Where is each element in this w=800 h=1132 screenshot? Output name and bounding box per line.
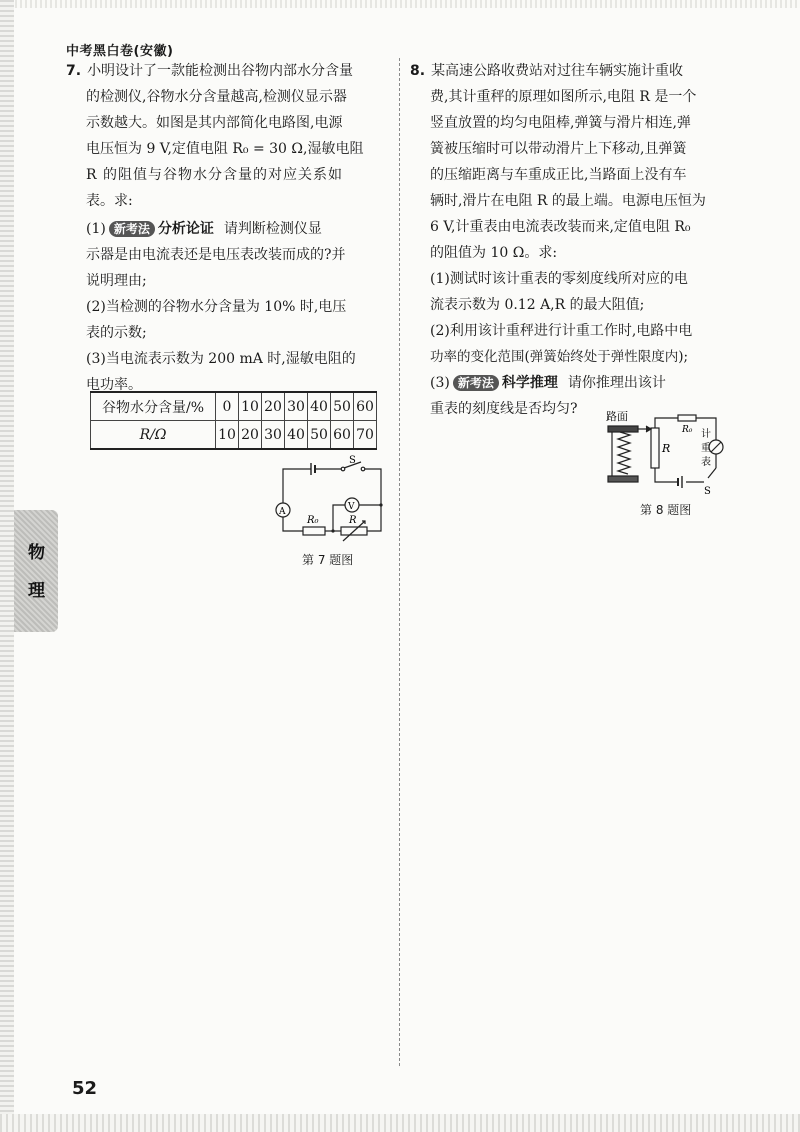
table-row — [91, 421, 377, 450]
scan-edge-left — [0, 0, 14, 1132]
table-row-header: R/Ω — [91, 421, 216, 450]
meter-label-3: 表 — [701, 457, 711, 468]
q7-figure-caption: 第 7 题图 — [302, 553, 354, 567]
q8-stem-line-5: 的压缩距离与车重成正比,当路面上没有车 — [430, 167, 687, 183]
question-8 — [410, 58, 740, 422]
table-cell: 60 — [354, 392, 377, 421]
q8-stem-line-3: 竖直放置的均匀电阻棒,弹簧与滑片相连,弹 — [430, 115, 691, 131]
table-cell: 30 — [262, 421, 285, 450]
scan-edge-top — [0, 0, 800, 8]
side-tab-char-2: 理 — [28, 581, 45, 601]
q8-part-2-line-1: (2)利用该计重秤进行计重工作时,电路中电 — [430, 323, 693, 339]
table-cell: 10 — [239, 392, 262, 421]
q8-label-R: R — [662, 442, 671, 455]
q8-weighing-diagram — [600, 406, 736, 498]
q7-stem-line-2: 的检测仪,谷物水分含量越高,检测仪显示器 — [86, 89, 347, 105]
q7-stem-line-1: 7. 小明设计了一款能检测出谷物内部水分含量 — [66, 63, 354, 79]
subject-side-tab — [14, 510, 58, 632]
new-exam-badge: 新考法 — [109, 221, 155, 237]
q8-stem-line-8: 的阻值为 10 Ω。求: — [430, 245, 558, 261]
scan-edge-bottom — [0, 1114, 800, 1132]
q7-part-3-line-1: (3)当电流表示数为 200 mA 时,湿敏电阻的 — [86, 351, 356, 367]
q7-number: 7. — [66, 63, 82, 79]
q8-label-R0: R₀ — [682, 425, 693, 435]
q8-part-1-line-2: 流表示数为 0.12 A,R 的最大阻值; — [430, 297, 645, 313]
table-cell: 40 — [308, 392, 331, 421]
question-7 — [66, 58, 388, 398]
q7-stem-line-3: 示数越大。如图是其内部简化电路图,电源 — [86, 115, 343, 131]
table-cell: 10 — [216, 421, 239, 450]
q7-data-table — [90, 391, 377, 450]
q8-part-1-line-1: (1)测试时该计重表的零刻度线所对应的电 — [430, 271, 688, 287]
q7-part-1-line-2: 示器是由电流表还是电压表改装而成的?并 — [86, 247, 346, 263]
voltmeter-label: V — [348, 502, 355, 512]
ammeter-label: A — [279, 507, 286, 517]
q8-stem-line-4: 簧被压缩时可以带动滑片上下移动,且弹簧 — [430, 141, 687, 157]
q7-part-2-line-1: (2)当检测的谷物水分含量为 10% 时,电压 — [86, 299, 347, 315]
q8-stem-line-6: 辆时,滑片在电阻 R 的最上端。电源电压恒为 — [430, 193, 706, 209]
q7-label-R: R — [349, 515, 357, 526]
table-cell: 50 — [308, 421, 331, 450]
road-label: 路面 — [606, 410, 628, 423]
q7-stem-line-5: R 的阻值与谷物水分含量的对应关系如 — [86, 167, 343, 183]
q8-stem-line-2: 费,其计重秤的原理如图所示,电阻 R 是一个 — [430, 89, 697, 105]
q7-stem-line-4: 电压恒为 9 V,定值电阻 R₀ = 30 Ω,湿敏电阻 — [86, 141, 364, 157]
table-cell: 70 — [354, 421, 377, 450]
q8-figure-caption: 第 8 题图 — [640, 503, 692, 517]
q7-part-1-line-1: (1) 新考法 分析论证 请判断检测仪显 — [86, 221, 322, 237]
q7-stem-line-6: 表。求: — [86, 193, 133, 209]
table-cell: 60 — [331, 421, 354, 450]
q8-part-3-line-2: 重表的刻度线是否均匀? — [430, 401, 578, 417]
table-row — [91, 392, 377, 421]
column-divider — [399, 58, 400, 1066]
running-header: 中考黑白卷(安徽) — [66, 44, 174, 59]
table-cell: 0 — [216, 392, 239, 421]
table-cell: 20 — [239, 421, 262, 450]
meter-label-1: 计 — [701, 429, 711, 440]
q7-part-2-line-2: 表的示数; — [86, 325, 147, 341]
table-cell: 20 — [262, 392, 285, 421]
q7-label-S: S — [349, 455, 356, 466]
q8-label-S: S — [704, 486, 711, 497]
q7-part-1-line-3: 说明理由; — [86, 273, 147, 289]
q7-part-3-line-2: 电功率。 — [86, 377, 142, 393]
q8-stem-line-7: 6 V,计重表由电流表改装而来,定值电阻 R₀ — [430, 219, 691, 235]
q7-label-R0: R₀ — [307, 515, 319, 526]
q8-part-3-line-1: (3) 新考法 科学推理 请你推理出该计 — [430, 375, 666, 391]
q7-circuit-diagram — [265, 455, 395, 547]
table-cell: 50 — [331, 392, 354, 421]
q8-stem-line-1: 8. 某高速公路收费站对过往车辆实施计重收 — [410, 63, 684, 79]
side-tab-char-1: 物 — [28, 543, 45, 563]
table-cell: 40 — [285, 421, 308, 450]
table-row-header: 谷物水分含量/% — [91, 392, 216, 421]
q8-number: 8. — [410, 63, 426, 79]
meter-label-2: 重 — [701, 443, 711, 454]
table-cell: 30 — [285, 392, 308, 421]
new-exam-badge: 新考法 — [453, 375, 499, 391]
q8-part-2-line-2: 功率的变化范围(弹簧始终处于弹性限度内); — [430, 349, 689, 365]
page-number: 52 — [72, 1078, 98, 1099]
